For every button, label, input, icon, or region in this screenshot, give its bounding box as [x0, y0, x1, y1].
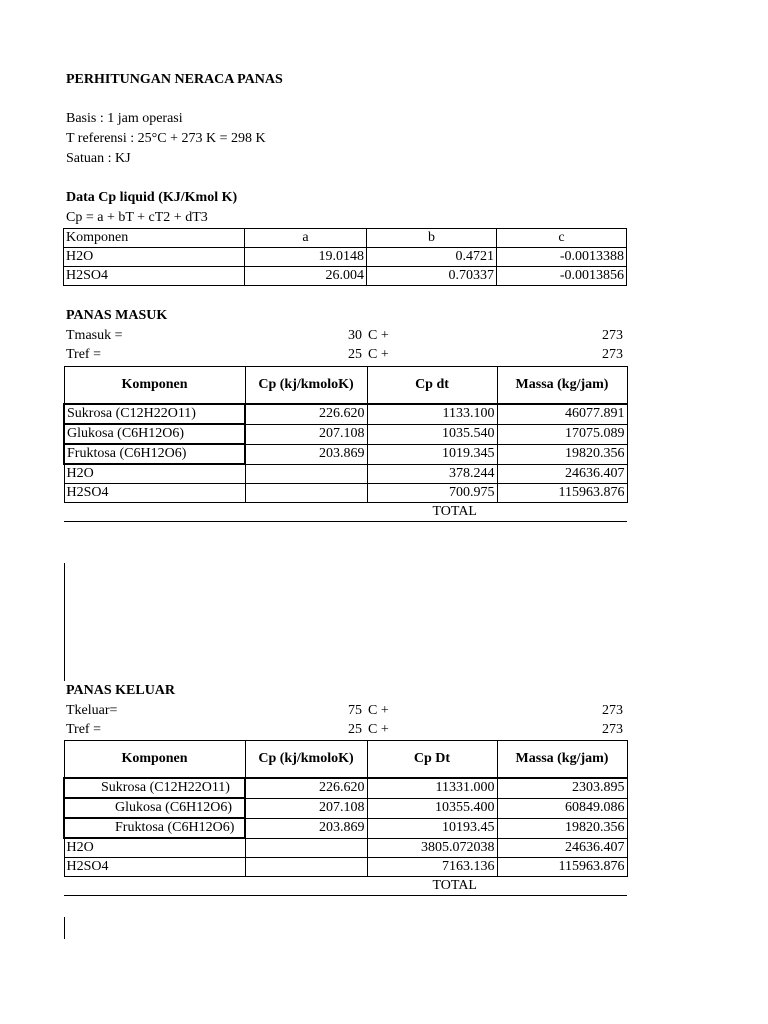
table-cell: 1035.540 [367, 424, 497, 444]
tkeluar-add: 273 [602, 703, 623, 718]
table-cell: 19.0148 [245, 248, 367, 267]
tref-unit: C + [368, 722, 389, 737]
tref-text: T referensi : 25°C + 273 K = 298 K [66, 131, 266, 146]
header-cell: Komponen [64, 229, 245, 248]
table-header-row [64, 229, 627, 248]
table-row [64, 484, 627, 503]
table-cell: 19820.356 [497, 818, 627, 838]
table-cell: 10355.400 [367, 798, 497, 818]
cp-data-heading: Data Cp liquid (KJ/Kmol K) [66, 190, 238, 205]
cell-cursor-line [64, 917, 65, 939]
table-cell: 1019.345 [367, 444, 497, 464]
table-row [64, 444, 627, 464]
panas-keluar-table [63, 740, 628, 896]
panas-keluar-heading: PANAS KELUAR [66, 683, 176, 698]
table-cell: 378.244 [367, 464, 497, 484]
table-cell: 11331.000 [367, 778, 497, 798]
table-cell: 226.620 [245, 404, 367, 424]
total-row [64, 503, 627, 522]
header-cell: Massa (kg/jam) [497, 741, 627, 779]
table-row [64, 798, 627, 818]
table-cell: 203.869 [245, 444, 367, 464]
table-cell: 26.004 [245, 267, 367, 286]
table-row [64, 248, 627, 267]
tmasuk-unit: C + [368, 328, 389, 343]
header-cell: c [497, 229, 627, 248]
header-cell: Cp (kj/kmoloK) [245, 367, 367, 405]
tref-unit: C + [368, 347, 389, 362]
table-cell [245, 858, 367, 877]
table-cell: 226.620 [245, 778, 367, 798]
table-cell: 700.975 [367, 484, 497, 503]
table-cell: H2O [64, 248, 245, 267]
table-cell: Glukosa (C6H12O6) [64, 798, 245, 818]
table-cell: H2O [64, 838, 245, 858]
tkeluar-value: 75 [348, 703, 362, 718]
table-cell: 24636.407 [497, 838, 627, 858]
table-row [64, 267, 627, 286]
table-cell [245, 464, 367, 484]
header-cell: Massa (kg/jam) [497, 367, 627, 405]
table-cell: 115963.876 [497, 484, 627, 503]
tmasuk-value: 30 [348, 328, 362, 343]
header-cell: b [367, 229, 497, 248]
tref-add: 273 [602, 722, 623, 737]
table-cell: Fruktosa (C6H12O6) [64, 444, 245, 464]
table-cell: Sukrosa (C12H22O11) [64, 778, 245, 798]
table-cell: 17075.089 [497, 424, 627, 444]
cp-formula: Cp = a + bT + cT2 + dT3 [66, 210, 208, 225]
table-cell: Fruktosa (C6H12O6) [64, 818, 245, 838]
table-cell: Glukosa (C6H12O6) [64, 424, 245, 444]
table-header-row [64, 741, 627, 779]
satuan-text: Satuan : KJ [66, 151, 131, 166]
table-cell: 3805.072038 [367, 838, 497, 858]
table-row [64, 404, 627, 424]
table-row [64, 838, 627, 858]
table-cell: 203.869 [245, 818, 367, 838]
table-cell: 207.108 [245, 798, 367, 818]
tref-value: 25 [348, 722, 362, 737]
table-header-row [64, 367, 627, 405]
header-cell: a [245, 229, 367, 248]
tref-label: Tref = [66, 722, 101, 737]
tmasuk-add: 273 [602, 328, 623, 343]
table-row [64, 818, 627, 838]
panas-masuk-heading: PANAS MASUK [66, 308, 168, 323]
table-cell: 0.4721 [367, 248, 497, 267]
tref-label: Tref = [66, 347, 101, 362]
table-cell: 60849.086 [497, 798, 627, 818]
tkeluar-unit: C + [368, 703, 389, 718]
table-cell: 24636.407 [497, 464, 627, 484]
total-label: TOTAL [367, 877, 497, 896]
total-row [64, 877, 627, 896]
table-cell: 0.70337 [367, 267, 497, 286]
basis-text: Basis : 1 jam operasi [66, 111, 183, 126]
table-cell: H2SO4 [64, 858, 245, 877]
header-cell: Cp dt [367, 367, 497, 405]
table-cell: 2303.895 [497, 778, 627, 798]
table-row [64, 424, 627, 444]
table-cell: H2SO4 [64, 267, 245, 286]
header-cell: Cp Dt [367, 741, 497, 779]
table-row [64, 464, 627, 484]
header-cell: Komponen [64, 367, 245, 405]
table-cell [245, 484, 367, 503]
table-cell: 10193.45 [367, 818, 497, 838]
table-cell: 1133.100 [367, 404, 497, 424]
header-cell: Komponen [64, 741, 245, 779]
tref-value: 25 [348, 347, 362, 362]
table-cell [245, 838, 367, 858]
table-cell: 46077.891 [497, 404, 627, 424]
tkeluar-label: Tkeluar= [66, 703, 118, 718]
tref-add: 273 [602, 347, 623, 362]
cp-data-table [63, 228, 627, 286]
total-label: TOTAL [367, 503, 497, 522]
page-title: PERHITUNGAN NERACA PANAS [66, 72, 283, 87]
table-cell: 115963.876 [497, 858, 627, 877]
table-cell: 207.108 [245, 424, 367, 444]
table-row [64, 858, 627, 877]
panas-masuk-table [63, 366, 628, 522]
table-cell: 7163.136 [367, 858, 497, 877]
cell-cursor-line [64, 563, 65, 681]
table-cell: H2SO4 [64, 484, 245, 503]
table-cell: -0.0013388 [497, 248, 627, 267]
tmasuk-label: Tmasuk = [66, 328, 123, 343]
table-cell: 19820.356 [497, 444, 627, 464]
table-row [64, 778, 627, 798]
table-cell: H2O [64, 464, 245, 484]
header-cell: Cp (kj/kmoloK) [245, 741, 367, 779]
table-cell: -0.0013856 [497, 267, 627, 286]
table-cell: Sukrosa (C12H22O11) [64, 404, 245, 424]
